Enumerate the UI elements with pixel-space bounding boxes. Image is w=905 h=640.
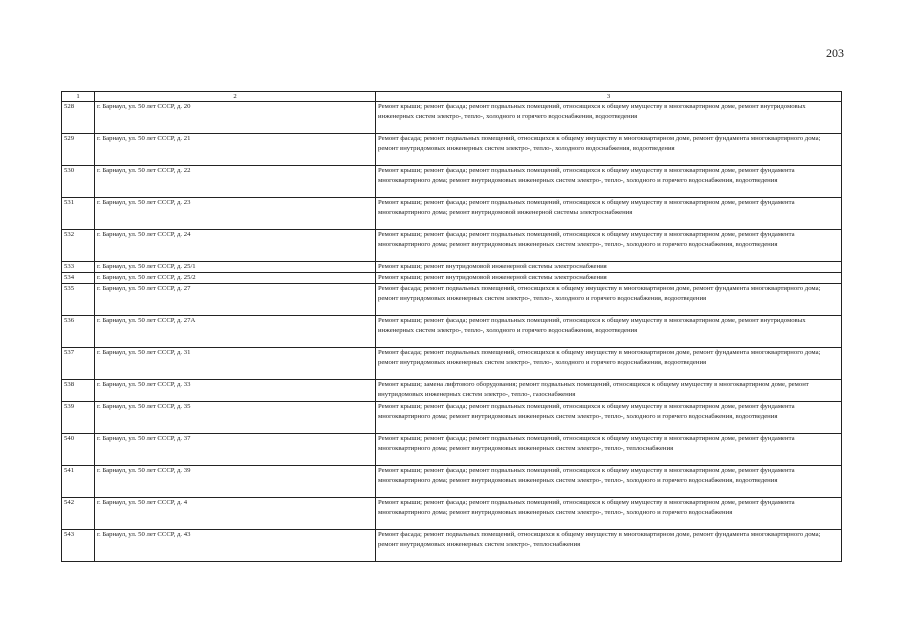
page-number: 203 <box>826 46 844 60</box>
row-number: 537 <box>62 348 95 380</box>
row-works: Ремонт крыши; ремонт фасада; ремонт подвальных помещений, относящихся к общему имуществу в многоквартирном доме, ремонт внутридомовых инженерных систем электро-, тепло-, холодного и горячего водоснабжения, водоотведения <box>376 102 842 134</box>
row-works: Ремонт крыши; ремонт фасада; ремонт подвальных помещений, относящихся к общему имуществу в многоквартирном доме, ремонт фундамента многоквартирного дома; ремонт внутридомовых инженерных систем электро-, тепло-, холодного и горячего водоснабжения, водоотведения <box>376 166 842 198</box>
table-row <box>62 134 842 166</box>
row-number: 531 <box>62 198 95 230</box>
row-address: г. Барнаул, ул. 50 лет СССР, д. 33 <box>95 380 376 402</box>
row-number: 543 <box>62 530 95 562</box>
column-header-works: 3 <box>376 92 842 102</box>
row-number: 541 <box>62 466 95 498</box>
table-row <box>62 198 842 230</box>
row-number: 528 <box>62 102 95 134</box>
row-address: г. Барнаул, ул. 50 лет СССР, д. 25/1 <box>95 262 376 273</box>
row-address: г. Барнаул, ул. 50 лет СССР, д. 24 <box>95 230 376 262</box>
row-works: Ремонт крыши; ремонт фасада; ремонт подвальных помещений, относящихся к общему имуществу в многоквартирном доме, ремонт внутридомовых инженерных систем электро-, тепло-, холодного и горячего водоснабжения, водоотведения <box>376 316 842 348</box>
row-number: 532 <box>62 230 95 262</box>
row-works: Ремонт крыши; ремонт фасада; ремонт подвальных помещений, относящихся к общему имуществу в многоквартирном доме, ремонт фундамента многоквартирного дома; ремонт внутридомовых инженерных систем электро-, тепло-, холодного и горячего водоснабжения <box>376 498 842 530</box>
row-address: г. Барнаул, ул. 50 лет СССР, д. 27 <box>95 284 376 316</box>
row-number: 542 <box>62 498 95 530</box>
row-number: 539 <box>62 402 95 434</box>
row-works: Ремонт крыши; ремонт внутридомовой инженерной системы электроснабжения <box>376 273 842 284</box>
row-works: Ремонт крыши; ремонт фасада; ремонт подвальных помещений, относящихся к общему имуществу в многоквартирном доме, ремонт фундамента многоквартирного дома; ремонт внутридомовой инженерной системы электроснабжения <box>376 198 842 230</box>
table-body <box>62 102 842 562</box>
row-address: г. Барнаул, ул. 50 лет СССР, д. 21 <box>95 134 376 166</box>
row-number: 536 <box>62 316 95 348</box>
repair-registry-table <box>61 91 842 562</box>
column-header-number: 1 <box>62 92 95 102</box>
table-row <box>62 166 842 198</box>
table-row <box>62 466 842 498</box>
row-number: 535 <box>62 284 95 316</box>
row-address: г. Барнаул, ул. 50 лет СССР, д. 4 <box>95 498 376 530</box>
row-address: г. Барнаул, ул. 50 лет СССР, д. 37 <box>95 434 376 466</box>
table-row <box>62 262 842 273</box>
row-address: г. Барнаул, ул. 50 лет СССР, д. 20 <box>95 102 376 134</box>
row-works: Ремонт крыши; ремонт фасада; ремонт подвальных помещений, относящихся к общему имуществу в многоквартирном доме, ремонт фундамента многоквартирного дома; ремонт внутридомовых инженерных систем электро-, тепло-, холодного и горячего водоснабжения, водоотведения <box>376 230 842 262</box>
table-row <box>62 273 842 284</box>
table-row <box>62 284 842 316</box>
row-number: 533 <box>62 262 95 273</box>
row-number: 534 <box>62 273 95 284</box>
row-address: г. Барнаул, ул. 50 лет СССР, д. 31 <box>95 348 376 380</box>
table-row <box>62 530 842 562</box>
row-works: Ремонт фасада; ремонт подвальных помещений, относящихся к общему имуществу в многоквартирном доме, ремонт фундамента многоквартирного дома; ремонт внутридомовых инженерных систем электро-, тепло-, холодного и горячего водоснабжения, водоотведения <box>376 348 842 380</box>
table-row <box>62 434 842 466</box>
table-row <box>62 230 842 262</box>
table-header-row <box>62 92 842 102</box>
table-row <box>62 498 842 530</box>
table-row <box>62 316 842 348</box>
row-number: 540 <box>62 434 95 466</box>
row-address: г. Барнаул, ул. 50 лет СССР, д. 25/2 <box>95 273 376 284</box>
row-works: Ремонт фасада; ремонт подвальных помещений, относящихся к общему имуществу в многоквартирном доме, ремонт фундамента многоквартирного дома; ремонт внутридомовых инженерных систем электро-, тепло-, холодного и горячего водоснабжения, водоотведения <box>376 284 842 316</box>
row-address: г. Барнаул, ул. 50 лет СССР, д. 39 <box>95 466 376 498</box>
table-row <box>62 380 842 402</box>
row-works: Ремонт крыши; ремонт фасада; ремонт подвальных помещений, относящихся к общему имуществу в многоквартирном доме, ремонт фундамента многоквартирного дома; ремонт внутридомовых инженерных систем электро-, тепло-, теплоснабжения <box>376 434 842 466</box>
row-number: 529 <box>62 134 95 166</box>
table-row <box>62 348 842 380</box>
row-works: Ремонт фасада; ремонт подвальных помещений, относящихся к общему имуществу в многоквартирном доме, ремонт фундамента многоквартирного дома; ремонт внутридомовых инженерных систем электро-, теплоснабжения <box>376 530 842 562</box>
row-number: 530 <box>62 166 95 198</box>
row-works: Ремонт фасада; ремонт подвальных помещений, относящихся к общему имуществу в многоквартирном доме, ремонт фундамента многоквартирного дома; ремонт внутридомовых инженерных систем электро-, тепло-, холодного водоснабжения, водоотведения <box>376 134 842 166</box>
row-works: Ремонт крыши; ремонт фасада; ремонт подвальных помещений, относящихся к общему имуществу в многоквартирном доме, ремонт фундамента многоквартирного дома; ремонт внутридомовых инженерных систем электро-, тепло-, холодного и горячего водоснабжения, водоотведения <box>376 466 842 498</box>
row-address: г. Барнаул, ул. 50 лет СССР, д. 23 <box>95 198 376 230</box>
row-address: г. Барнаул, ул. 50 лет СССР, д. 22 <box>95 166 376 198</box>
table-row <box>62 402 842 434</box>
row-address: г. Барнаул, ул. 50 лет СССР, д. 35 <box>95 402 376 434</box>
row-address: г. Барнаул, ул. 50 лет СССР, д. 27А <box>95 316 376 348</box>
row-works: Ремонт крыши; ремонт внутридомовой инженерной системы электроснабжения <box>376 262 842 273</box>
row-address: г. Барнаул, ул. 50 лет СССР, д. 43 <box>95 530 376 562</box>
table-row <box>62 102 842 134</box>
row-number: 538 <box>62 380 95 402</box>
column-header-address: 2 <box>95 92 376 102</box>
row-works: Ремонт крыши; замена лифтового оборудования; ремонт подвальных помещений, относящихся к общему имуществу в многоквартирном доме, ремонт внутридомовых инженерных систем электро-, тепло-, газоснабжения <box>376 380 842 402</box>
row-works: Ремонт крыши; ремонт фасада; ремонт подвальных помещений, относящихся к общему имуществу в многоквартирном доме, ремонт фундамента многоквартирного дома; ремонт внутридомовых инженерных систем электро-, тепло-, холодного и горячего водоснабжения, водоотведения <box>376 402 842 434</box>
